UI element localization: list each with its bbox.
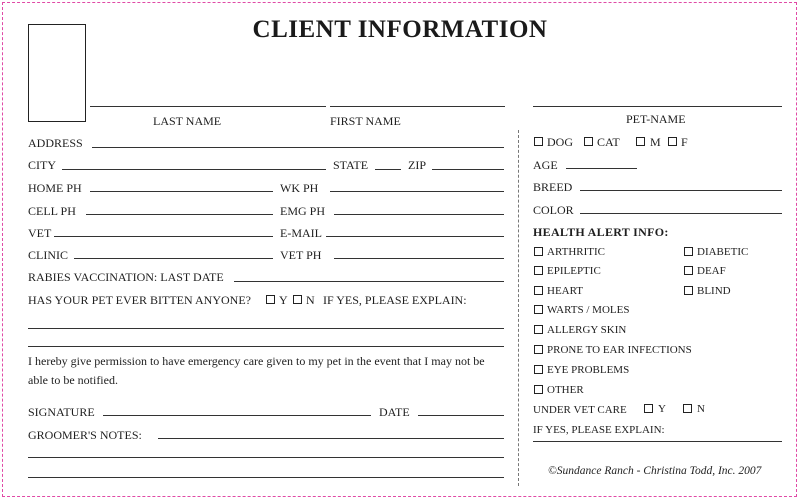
bitten-yes-label: Y — [279, 293, 288, 307]
home-ph-field[interactable] — [90, 191, 273, 192]
pet-name-label: PET-NAME — [626, 112, 686, 126]
state-field[interactable] — [375, 169, 401, 170]
cat-checkbox[interactable] — [584, 137, 593, 146]
other-label: OTHER — [547, 384, 584, 396]
city-label: CITY — [28, 158, 56, 172]
color-label: COLOR — [533, 203, 574, 217]
cell-ph-label: CELL PH — [28, 204, 76, 218]
last-name-field[interactable] — [90, 106, 326, 107]
bitten-explain-line[interactable] — [28, 328, 504, 329]
male-checkbox[interactable] — [636, 137, 645, 146]
bitten-no-checkbox[interactable] — [293, 295, 302, 304]
allergy-checkbox[interactable] — [534, 325, 543, 334]
pet-name-field[interactable] — [533, 106, 782, 107]
eye-checkbox[interactable] — [534, 365, 543, 374]
zip-field[interactable] — [432, 169, 504, 170]
bitten-no-label: N — [306, 293, 315, 307]
city-field[interactable] — [62, 169, 326, 170]
rabies-label: RABIES VACCINATION: LAST DATE — [28, 270, 224, 284]
eye-label: EYE PROBLEMS — [547, 364, 630, 376]
vet-explain-line[interactable] — [533, 441, 782, 442]
bitten-explain-label: IF YES, PLEASE EXPLAIN: — [323, 293, 467, 307]
bitten-question: HAS YOUR PET EVER BITTEN ANYONE? — [28, 293, 251, 307]
email-field[interactable] — [326, 236, 504, 237]
warts-label: WARTS / MOLES — [547, 304, 630, 316]
zip-label: ZIP — [408, 158, 426, 172]
warts-checkbox[interactable] — [534, 305, 543, 314]
under-vet-yes-checkbox[interactable] — [644, 404, 653, 413]
copyright-footer: ©Sundance Ranch - Christina Todd, Inc. 2007 — [548, 465, 762, 477]
card-border — [2, 2, 797, 497]
heart-label: HEART — [547, 285, 584, 297]
emg-ph-field[interactable] — [334, 214, 504, 215]
dog-label: DOG — [547, 135, 573, 149]
column-divider — [518, 130, 519, 486]
arthritic-label: ARTHRITIC — [547, 246, 606, 258]
under-vet-no-label: N — [697, 403, 705, 415]
heart-checkbox[interactable] — [534, 286, 543, 295]
emg-ph-label: EMG PH — [280, 204, 326, 218]
cell-ph-field[interactable] — [86, 214, 273, 215]
date-label: DATE — [379, 405, 410, 419]
clinic-field[interactable] — [74, 258, 273, 259]
vet-label: VET — [28, 226, 52, 240]
vet-explain-label: IF YES, PLEASE EXPLAIN: — [533, 424, 665, 436]
last-name-label: LAST NAME — [153, 114, 222, 128]
address-field[interactable] — [92, 147, 504, 148]
groomer-notes-line-2[interactable] — [28, 457, 504, 458]
address-label: ADDRESS — [28, 136, 83, 150]
blind-checkbox[interactable] — [684, 286, 693, 295]
rabies-date-field[interactable] — [234, 281, 504, 282]
bitten-explain-line-2[interactable] — [28, 346, 504, 347]
photo-box — [28, 24, 86, 122]
prone-checkbox[interactable] — [534, 345, 543, 354]
date-field[interactable] — [418, 415, 504, 416]
allergy-label: ALLERGY SKIN — [547, 324, 627, 336]
diabetic-checkbox[interactable] — [684, 247, 693, 256]
first-name-field[interactable] — [330, 106, 505, 107]
home-ph-label: HOME PH — [28, 181, 82, 195]
deaf-label: DEAF — [697, 265, 726, 277]
signature-field[interactable] — [103, 415, 371, 416]
female-label: F — [681, 135, 688, 149]
breed-field[interactable] — [580, 190, 782, 191]
vet-ph-field[interactable] — [334, 258, 504, 259]
blind-label: BLIND — [697, 285, 731, 297]
prone-label: PRONE TO EAR INFECTIONS — [547, 344, 692, 356]
wk-ph-field[interactable] — [330, 191, 504, 192]
under-vet-label: UNDER VET CARE — [533, 404, 627, 416]
male-label: M — [650, 135, 661, 149]
arthritic-checkbox[interactable] — [534, 247, 543, 256]
diabetic-label: DIABETIC — [697, 246, 749, 258]
state-label: STATE — [333, 158, 369, 172]
age-label: AGE — [533, 158, 558, 172]
epileptic-label: EPILEPTIC — [547, 265, 601, 277]
wk-ph-label: WK PH — [280, 181, 319, 195]
cat-label: CAT — [597, 135, 620, 149]
vet-ph-label: VET PH — [280, 248, 322, 262]
under-vet-yes-label: Y — [658, 403, 666, 415]
signature-label: SIGNATURE — [28, 405, 95, 419]
groomer-notes-label: GROOMER'S NOTES: — [28, 428, 142, 442]
clinic-label: CLINIC — [28, 248, 68, 262]
age-field[interactable] — [566, 168, 637, 169]
health-alert-title: HEALTH ALERT INFO: — [533, 225, 669, 239]
under-vet-no-checkbox[interactable] — [683, 404, 692, 413]
form-title: CLIENT INFORMATION — [252, 16, 548, 43]
first-name-label: FIRST NAME — [330, 114, 401, 128]
email-label: E-MAIL — [280, 226, 322, 240]
bitten-yes-checkbox[interactable] — [266, 295, 275, 304]
other-checkbox[interactable] — [534, 385, 543, 394]
epileptic-checkbox[interactable] — [534, 266, 543, 275]
groomer-notes-line-1[interactable] — [158, 438, 504, 439]
color-field[interactable] — [580, 213, 782, 214]
permission-statement: I hereby give permission to have emergency care given to my pet in the event that I may not be able to be notified. — [28, 354, 485, 387]
groomer-notes-line-3[interactable] — [28, 477, 504, 478]
breed-label: BREED — [533, 180, 573, 194]
deaf-checkbox[interactable] — [684, 266, 693, 275]
dog-checkbox[interactable] — [534, 137, 543, 146]
vet-field[interactable] — [54, 236, 273, 237]
female-checkbox[interactable] — [668, 137, 677, 146]
